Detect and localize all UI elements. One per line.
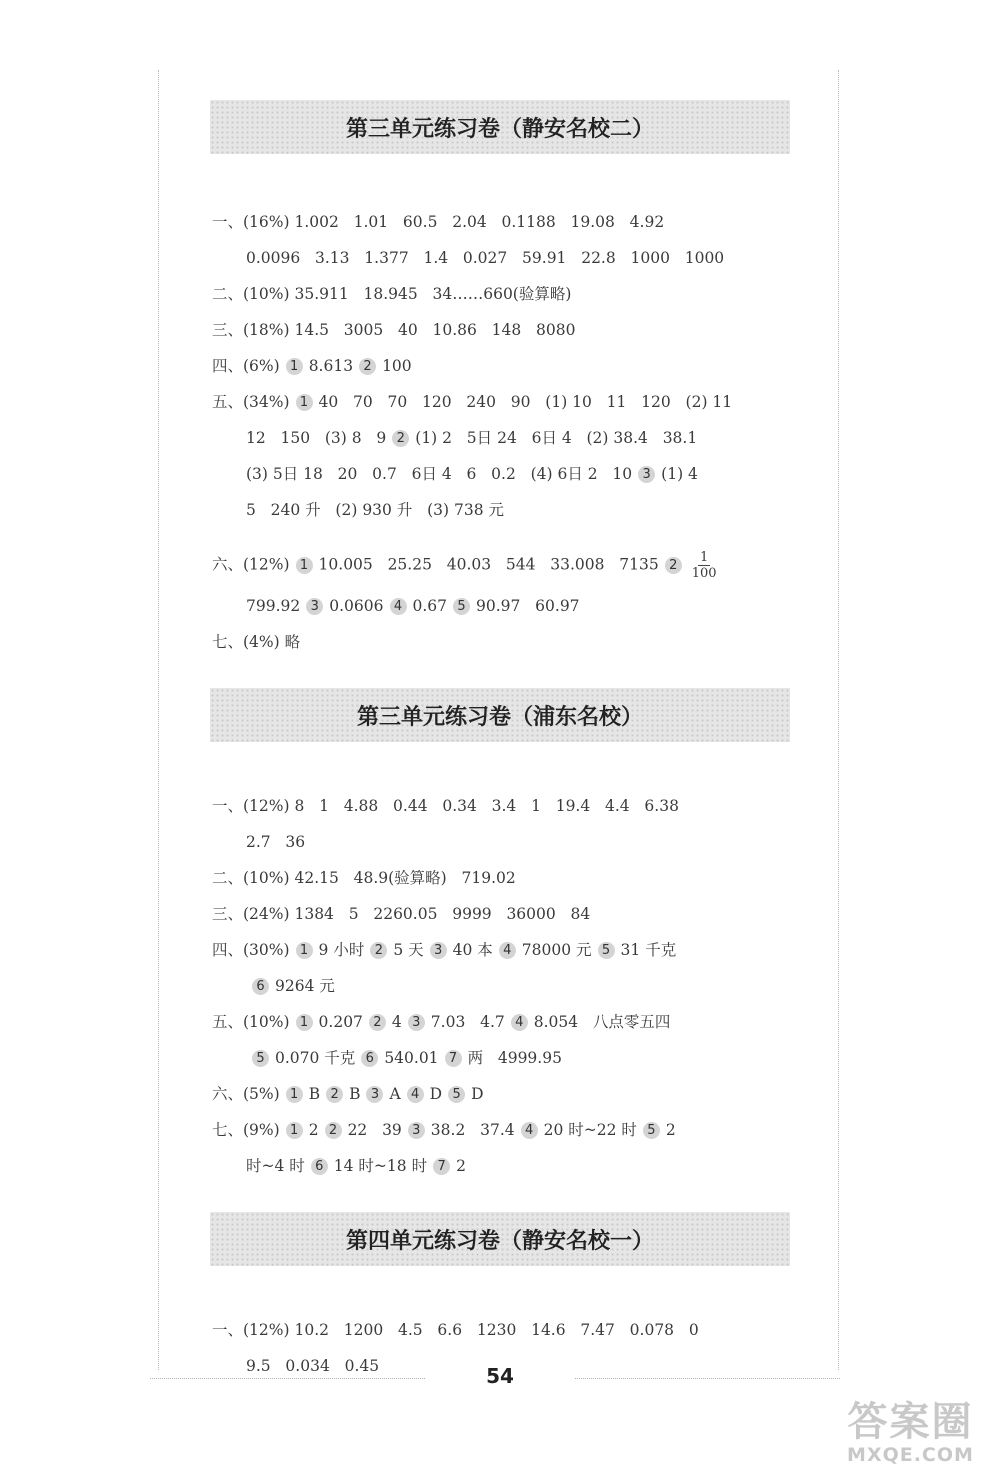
answer-text: B (349, 1085, 361, 1103)
answer-line (246, 248, 724, 268)
answer-line (212, 356, 412, 376)
question-number-badge: 6 (361, 1050, 378, 1067)
answer-text: 9264 元 (275, 977, 335, 995)
answer-text: (1) 4 (661, 465, 698, 483)
question-number-badge: 2 (392, 430, 409, 447)
question-number-badge: 5 (643, 1122, 660, 1139)
answer-text: 一、(16%) 1.002 1.01 60.5 2.04 0.1188 19.08 4.92 (212, 213, 665, 231)
question-number-badge: 1 (296, 1014, 313, 1031)
answer-text: 9 小时 (318, 941, 365, 959)
answer-line (212, 392, 732, 412)
question-number-badge: 2 (326, 1086, 343, 1103)
right-margin-rule (838, 70, 839, 1370)
question-number-badge: 5 (252, 1050, 269, 1067)
answer-line (212, 904, 590, 924)
answer-text: B (308, 1085, 321, 1103)
answer-text: 五、(10%) (212, 1013, 290, 1031)
section-header (210, 1212, 790, 1266)
question-number-badge: 2 (369, 1014, 386, 1031)
answer-text: 10.005 25.25 40.03 544 33.008 7135 (318, 555, 659, 574)
answer-text: 8.054 八点零五四 (533, 1013, 671, 1031)
answer-line (212, 868, 516, 888)
question-number-badge: 3 (408, 1122, 425, 1139)
answer-text: D (471, 1085, 484, 1103)
answer-line (212, 940, 676, 960)
answer-text: 0.207 (318, 1013, 363, 1031)
question-number-badge: 1 (296, 942, 313, 959)
answer-text: 二、(10%) 42.15 48.9(验算略) 719.02 (212, 869, 516, 887)
answer-text: 78000 元 (521, 941, 592, 959)
answer-text: 三、(24%) 1384 5 2260.05 9999 36000 84 (212, 905, 591, 923)
answer-text: (1) 2 5日 24 6日 4 (2) 38.4 38.1 (415, 429, 698, 447)
answer-text: 时~4 时 (246, 1157, 305, 1175)
answer-text: A (389, 1085, 401, 1103)
answer-text: 七、(4%) 略 (212, 633, 301, 651)
answer-text: 两 4999.95 (467, 1049, 562, 1067)
question-number-badge: 5 (453, 598, 470, 615)
left-margin-rule (158, 70, 159, 1370)
section-header (210, 688, 790, 742)
answer-line (212, 1084, 484, 1104)
answer-text: 三、(18%) 14.5 3005 40 10.86 148 8080 (212, 321, 576, 339)
question-number-badge: 3 (638, 466, 655, 483)
answer-line (212, 632, 300, 652)
answer-line (212, 212, 664, 232)
question-number-badge: 2 (325, 1122, 342, 1139)
answer-text: 一、(12%) 8 1 4.88 0.44 0.34 3.4 1 19.4 4.4 6.38 (212, 797, 679, 815)
section-title: 第四单元练习卷（静安名校一） (345, 1228, 654, 1254)
section-title: 第三单元练习卷（浦东名校） (356, 704, 643, 730)
answer-text: 12 150 (3) 8 9 (246, 429, 387, 447)
answer-text: 31 千克 (620, 941, 677, 959)
question-number-badge: 1 (286, 358, 303, 375)
answer-text: 40 70 70 120 240 90 (1) 10 11 120 (2) 11 (318, 393, 733, 411)
question-number-badge: 7 (433, 1158, 450, 1175)
answer-text: 540.01 (384, 1049, 439, 1067)
section-header (210, 100, 790, 154)
question-number-badge: 2 (359, 358, 376, 375)
answer-text: 799.92 (246, 597, 301, 615)
answer-text: 一、(12%) 10.2 1200 4.5 6.6 1230 14.6 7.47 0.078 0 (212, 1321, 699, 1339)
answer-text: 四、(30%) (212, 941, 290, 959)
question-number-badge: 3 (408, 1014, 425, 1031)
answer-text: 0.67 (412, 597, 448, 615)
answer-text: (3) 5日 18 20 0.7 6日 4 6 0.2 (4) 6日 2 10 (246, 465, 633, 483)
answer-line (212, 284, 571, 304)
question-number-badge: 1 (286, 1086, 303, 1103)
watermark-logo-text: 答案圈 (847, 1399, 974, 1445)
answer-text: 0.0096 3.13 1.377 1.4 0.027 59.91 22.8 1000 1000 (246, 249, 725, 267)
answer-line (212, 1120, 676, 1140)
answer-line (246, 464, 698, 484)
answer-text: D (429, 1085, 443, 1103)
answer-line (246, 596, 580, 616)
answer-text: 9.5 0.034 0.45 (246, 1357, 380, 1375)
question-number-badge: 6 (311, 1158, 328, 1175)
question-number-badge: 3 (430, 942, 447, 959)
answer-text: 四、(6%) (212, 357, 280, 375)
watermark (828, 1400, 993, 1466)
question-number-badge: 3 (366, 1086, 383, 1103)
question-number-badge: 4 (390, 598, 407, 615)
answer-text: 六、(12%) (212, 555, 290, 574)
answer-line (246, 1156, 466, 1176)
question-number-badge: 7 (445, 1050, 462, 1067)
question-number-badge: 5 (598, 942, 615, 959)
answer-text: 38.2 37.4 (430, 1121, 515, 1139)
question-number-badge: 3 (306, 598, 323, 615)
answer-line (212, 796, 679, 816)
question-number-badge: 2 (370, 942, 387, 959)
fraction-denominator: 100 (691, 566, 717, 581)
fraction-numerator: 1 (699, 550, 709, 565)
question-number-badge: 1 (296, 557, 313, 574)
answer-text: 0.0606 (329, 597, 384, 615)
answer-line (212, 1320, 699, 1340)
answer-text: 22 39 (347, 1121, 402, 1139)
answer-text: 14 时~18 时 (333, 1157, 428, 1175)
answer-text: 7.03 4.7 (430, 1013, 505, 1031)
answer-line (212, 320, 575, 340)
page-number: 54 (486, 1364, 514, 1388)
answer-text: 5 240 升 (2) 930 升 (3) 738 元 (246, 501, 505, 519)
answer-line (246, 500, 504, 520)
question-number-badge: 1 (286, 1122, 303, 1139)
question-number-badge: 4 (521, 1122, 538, 1139)
answer-line (246, 832, 305, 852)
answer-text: 二、(10%) 35.911 18.945 34……660(验算略) (212, 285, 572, 303)
answer-text: 六、(5%) (212, 1085, 280, 1103)
section-title: 第三单元练习卷（静安名校二） (345, 116, 654, 142)
fraction (692, 550, 717, 581)
answer-text: 4 (391, 1013, 402, 1031)
answer-text: 0.070 千克 (275, 1049, 356, 1067)
answer-text: 2 (308, 1121, 319, 1139)
answer-text: 5 天 (393, 941, 424, 959)
answer-text: 2.7 36 (246, 833, 306, 851)
question-number-badge: 1 (296, 394, 313, 411)
answer-text: 100 (382, 357, 412, 375)
answer-line (246, 976, 335, 996)
answer-line (212, 550, 717, 581)
answer-text: 90.97 60.97 (476, 597, 580, 615)
answer-line (246, 1048, 562, 1068)
answer-line (246, 428, 697, 448)
answer-line (212, 1012, 670, 1032)
answer-text: 2 (456, 1157, 466, 1175)
watermark-url: MXQE.COM (847, 1444, 974, 1466)
question-number-badge: 4 (499, 942, 516, 959)
question-number-badge: 2 (665, 557, 682, 574)
question-number-badge: 4 (511, 1014, 528, 1031)
question-number-badge: 6 (252, 978, 269, 995)
answer-text: 8.613 (308, 357, 354, 375)
answer-text: 40 本 (452, 941, 493, 959)
question-number-badge: 5 (448, 1086, 465, 1103)
answer-text: 20 时~22 时 (543, 1121, 637, 1139)
answer-text: 2 (665, 1121, 676, 1139)
answer-text: 七、(9%) (212, 1121, 280, 1139)
answer-text: 五、(34%) (212, 393, 290, 411)
question-number-badge: 4 (407, 1086, 424, 1103)
